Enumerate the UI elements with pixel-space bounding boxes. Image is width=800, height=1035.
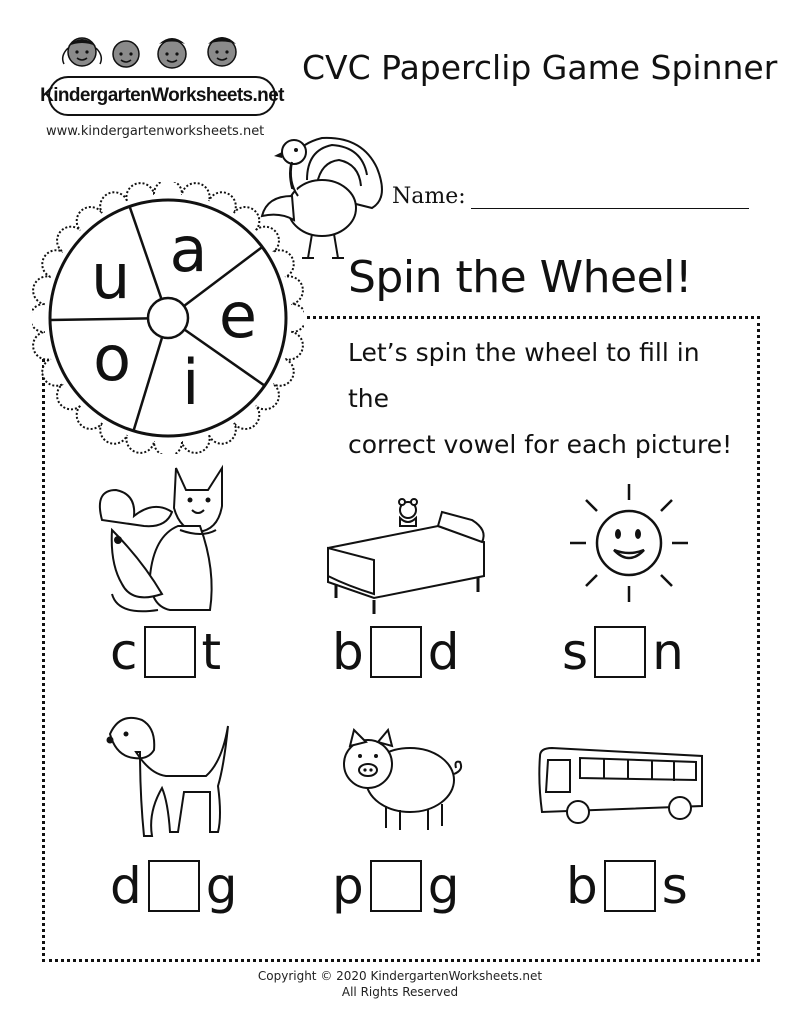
instructions-line-1: Let’s spin the wheel to fill in the [348, 338, 700, 413]
spinner-divider [50, 318, 148, 320]
spinner-vowel-e: e [218, 278, 258, 352]
instructions [348, 330, 748, 468]
copyright-footer [0, 968, 800, 1000]
vowel-blank-box[interactable] [604, 860, 656, 912]
cvc-word-0 [110, 622, 221, 682]
vowel-blank-box[interactable] [370, 860, 422, 912]
page-title: CVC Paperclip Game Spinner [302, 48, 778, 87]
cvc-word-3 [110, 856, 238, 916]
vowel-blank-box[interactable] [148, 860, 200, 912]
last-letter: d [427, 623, 460, 681]
logo-text: KindergartenWorksheets.net [48, 76, 276, 116]
last-letter: t [201, 623, 222, 681]
pig-icon [338, 726, 466, 832]
spinner-center[interactable] [148, 298, 188, 338]
instructions-line-2: correct vowel for each picture! [348, 430, 733, 459]
last-letter: n [652, 623, 684, 681]
first-letter: b [566, 857, 598, 915]
bus-icon [534, 746, 710, 828]
spinner-vowel-u: u [91, 239, 131, 313]
vowel-blank-box[interactable] [370, 626, 422, 678]
first-letter: d [110, 857, 142, 915]
cvc-word-4 [332, 856, 460, 916]
name-input-line[interactable] [471, 208, 749, 209]
site-logo [40, 28, 284, 128]
dog-icon [104, 708, 232, 864]
spinner-vowel-a: a [169, 213, 208, 287]
vowel-blank-box[interactable] [594, 626, 646, 678]
spinner-vowel-o: o [93, 322, 132, 396]
first-letter: b [332, 623, 364, 681]
name-label: Name: [392, 184, 466, 209]
last-letter: g [427, 857, 460, 915]
last-letter: g [205, 857, 238, 915]
site-url: www.kindergartenworksheets.net [46, 124, 265, 139]
bed-icon [322, 496, 490, 616]
cvc-word-1 [332, 622, 460, 682]
vowel-blank-box[interactable] [144, 626, 196, 678]
cvc-word-5 [566, 856, 688, 916]
last-letter: s [661, 857, 688, 915]
first-letter: c [110, 623, 138, 681]
cvc-word-2 [562, 622, 684, 682]
spinner-vowel-i: i [182, 346, 200, 420]
first-letter: p [332, 857, 364, 915]
vowel-spinner[interactable] [32, 182, 304, 454]
copyright-text: Copyright © 2020 KindergartenWorksheets.net [257, 969, 543, 983]
sun-icon [566, 480, 692, 606]
cat-icon [92, 460, 242, 620]
activity-heading: Spin the Wheel! [348, 252, 693, 303]
rights-text: All Rights Reserved [341, 985, 459, 999]
first-letter: s [562, 623, 589, 681]
